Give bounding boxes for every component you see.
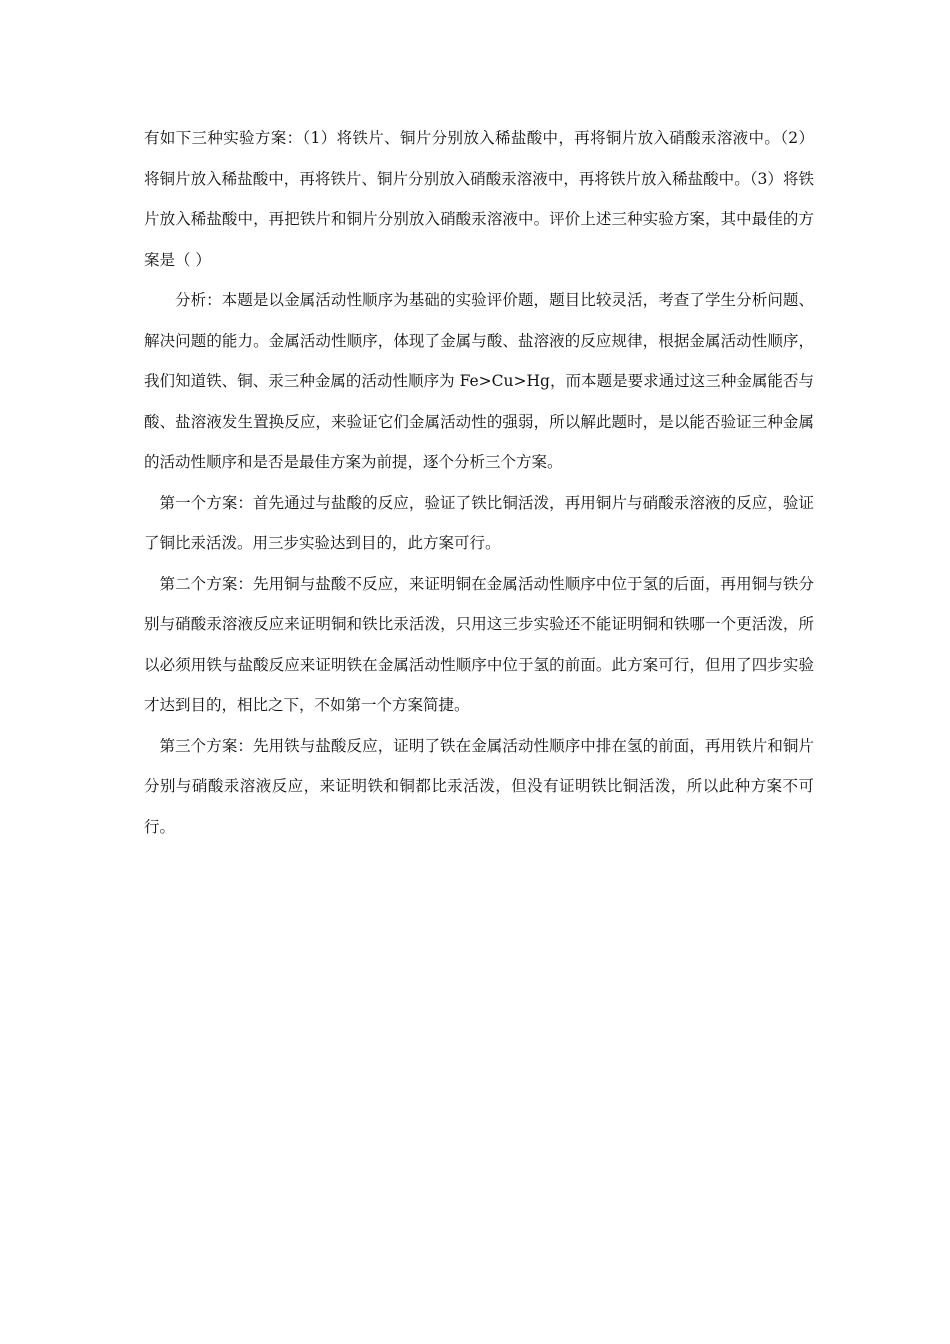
plan-two-paragraph: 第二个方案：先用铜与盐酸不反应，来证明铜在金属活动性顺序中位于氢的后面，再用铜与铁分别与硝酸汞溶液反应来证明铜和铁比汞活泼，只用这三步实验还不能证明铜和铁哪一个更活泼，所以必须用铁与盐酸反应来证明铁在金属活动性顺序中位于氢的前面。此方案可行，但用了四步实验才达到目的，相比之下，不如第一个方案简捷。 — [144, 574, 814, 714]
analysis-paragraph: 分析：本题是以金属活动性顺序为基础的实验评价题，题目比较灵活，考查了学生分析问题、解决问题的能力。金属活动性顺序，体现了金属与酸、盐溶液的反应规律，根据金属活动性顺序，我们知道铁、铜、汞三种金属的活动性顺序为 Fe>Cu>Hg，而本题是要求通过这三种金属能否与酸、盐溶液发生置换反应，来验证它们金属活动性的强弱，所以解此题时，是以能否验证三种金属的活动性顺序和是否是最佳方案为前提，逐个分析三个方案。 — [144, 291, 814, 471]
question-paragraph: 有如下三种实验方案：（1）将铁片、铜片分别放入稀盐酸中，再将铜片放入硝酸汞溶液中。（2）将铜片放入稀盐酸中，再将铁片、铜片分别放入硝酸汞溶液中，再将铁片放入稀盐酸中。（3）将铁片放入稀盐酸中，再把铁片和铜片分别放入硝酸汞溶液中。评价上述三种实验方案，其中最佳的方案是（ ） — [144, 129, 814, 269]
document-body — [144, 118, 814, 847]
plan-one-paragraph: 第一个方案：首先通过与盐酸的反应，验证了铁比铜活泼，再用铜片与硝酸汞溶液的反应，验证了铜比汞活泼。用三步实验达到目的，此方案可行。 — [144, 493, 814, 552]
plan-three-paragraph: 第三个方案：先用铁与盐酸反应，证明了铁在金属活动性顺序中排在氢的前面，再用铁片和铜片分别与硝酸汞溶液反应，来证明铁和铜都比汞活泼，但没有证明铁比铜活泼，所以此种方案不可行。 — [144, 736, 814, 836]
